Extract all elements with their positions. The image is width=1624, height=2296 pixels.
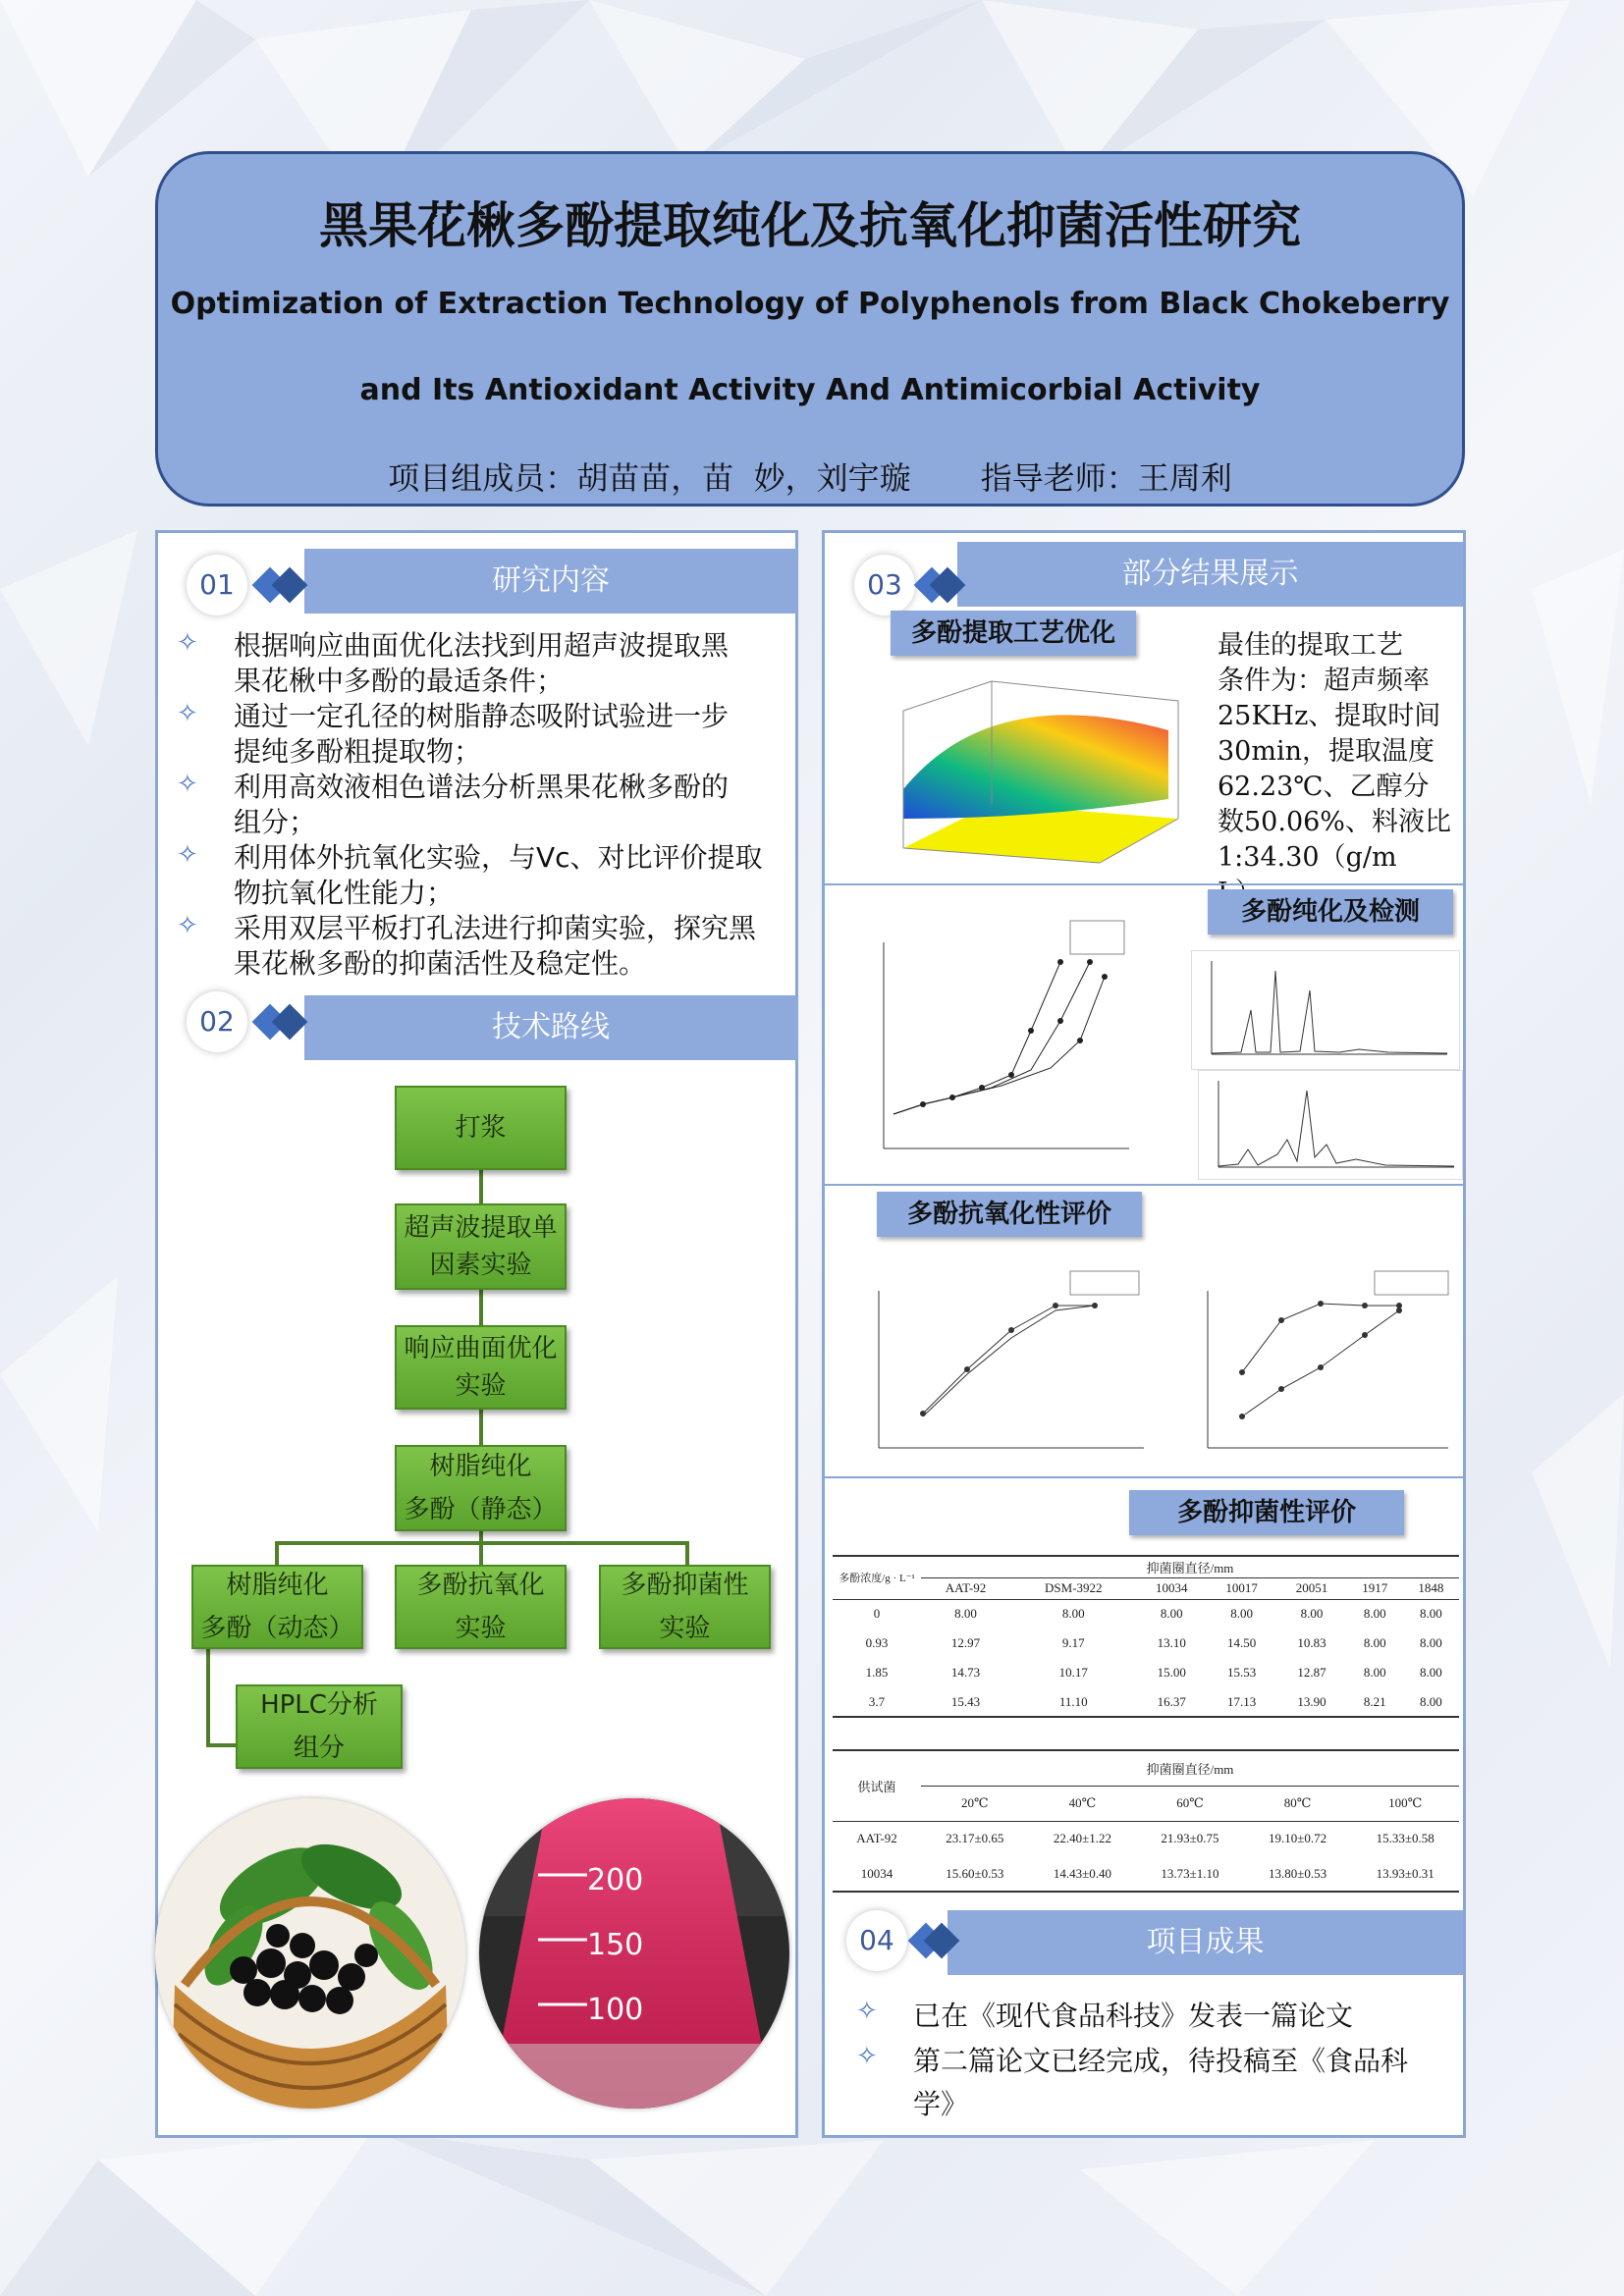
section-number-03: 03 [854, 555, 915, 615]
flask-mark-100: 100 [587, 1993, 644, 2027]
hplc-chromatogram-1 [1191, 950, 1460, 1070]
inhibition-table-concentration: 多酚浓度/g · L⁻¹ 抑菌圈直径/mm AAT-92 DSM-3922 10034 10017 20051 1917 1848 0 8.00 8.00 8.00 8.00 8.00 8.00 8.00 0.93 12.97 9.17 13.10 14.50 10.83 8.00 8.00 1.85 14.73 10.17 15.00 15.53 12.87 8.00 8.00 3.7 15.43 11.10 16.37 17.13 13.90 8.21 8.00 [833, 1555, 1459, 1732]
list-item: ✧ 已在《现代食品科技》发表一篇论文 [856, 1997, 1354, 2032]
sparkle-icon: ✧ [177, 840, 198, 870]
english-title-line1: Optimization of Extraction Technology of Polyphenols from Black Chokeberry [170, 287, 1450, 321]
sparkle-icon: ✧ [856, 1997, 878, 2026]
flow-step-rsm: 响应曲面优化 实验 [395, 1325, 567, 1410]
section-number-01: 01 [187, 555, 247, 615]
ribbon-antioxidant: 多酚抗氧化性评价 [877, 1192, 1142, 1237]
flask-mark-200: 200 [587, 1863, 644, 1897]
flow-connector [479, 1410, 483, 1445]
adsorption-curve-figure [835, 903, 1139, 1178]
sparkle-icon: ✧ [177, 911, 198, 940]
list-item: ✧ 根据响应曲面优化法找到用超声波提取黑 果花楸中多酚的最适条件； [177, 628, 730, 697]
inhibition-table-temperature: 供试菌 抑菌圈直径/mm 20℃ 40℃ 60℃ 80℃ 100℃ AAT-92 23.17±0.65 22.40±1.22 21.93±0.75 19.10±0.72 15.33±0.58 10034 15.60±0.53 14.43±0.40 13.73±1.10 13.80±0.53 13.93±0.31 [833, 1749, 1459, 1896]
ribbon-purification: 多酚纯化及检测 [1208, 889, 1453, 934]
flow-connector [479, 1170, 483, 1203]
english-title-line2: and Its Antioxidant Activity And Antimicorbial Activity [359, 373, 1261, 407]
flow-step-ultrasonic: 超声波提取单 因素实验 [395, 1203, 567, 1290]
flow-step-pulping: 打浆 [395, 1086, 567, 1170]
hydroxyl-scavenging-chart [1173, 1261, 1458, 1468]
members-line: 项目组成员：胡苗苗，苗 妙，刘宇璇 指导老师：王周利 [388, 459, 1232, 497]
divider [825, 1476, 1463, 1478]
ribbon-antibacterial: 多酚抑菌性评价 [1129, 1490, 1404, 1535]
flow-connector [479, 1531, 483, 1565]
flow-connector [275, 1541, 689, 1545]
section-title-results: 部分结果展示 [957, 542, 1463, 607]
flask-mark-150: 150 [587, 1928, 644, 1962]
chokeberry-basket-photo [155, 1798, 465, 2109]
sparkle-icon: ✧ [177, 628, 198, 658]
flow-step-hplc: HPLC分析 组分 [236, 1684, 403, 1769]
flow-step-dynamic-resin: 树脂纯化 多酚（动态） [191, 1565, 363, 1649]
ribbon-extraction: 多酚提取工艺优化 [891, 611, 1136, 656]
dpph-scavenging-chart [849, 1261, 1159, 1468]
section-title-research: 研究内容 [304, 549, 797, 614]
response-surface-figure [844, 671, 1208, 878]
hplc-chromatogram-2 [1198, 1070, 1463, 1180]
list-item: ✧ 利用高效液相色谱法分析黑果花楸多酚的 组分； [177, 770, 730, 838]
flow-connector [206, 1649, 210, 1747]
sparkle-icon: ✧ [177, 770, 198, 799]
flow-connector [206, 1743, 236, 1747]
flow-step-antioxidant: 多酚抗氧化 实验 [395, 1565, 567, 1649]
poster-title: 黑果花楸多酚提取纯化及抗氧化抑菌活性研究 [319, 197, 1301, 254]
sparkle-icon: ✧ [177, 699, 198, 728]
optimal-conditions: 最佳的提取工艺 条件为：超声频率 25KHz、提取时间 30min，提取温度 62.23℃、乙醇分 数50.06%、料液比 1:34.30（g/m [1218, 630, 1451, 873]
list-item: ✧ 采用双层平板打孔法进行抑菌实验，探究黑 果花楸多酚的抑菌活性及稳定性。 [177, 911, 757, 980]
flow-connector [275, 1541, 279, 1565]
list-item: ✧ 第二篇论文已经完成，待投稿至《食品科 学》 [856, 2042, 1409, 2120]
list-item: ✧ 通过一定孔径的树脂静态吸附试验进一步 提纯多酚粗提取物； [177, 699, 730, 768]
flow-connector [479, 1290, 483, 1325]
section-title-route: 技术路线 [304, 995, 797, 1060]
achievements-list [856, 1995, 1455, 2128]
section-number-04: 04 [846, 1910, 907, 1971]
list-item: ✧ 利用体外抗氧化实验，与Vc、对比评价提取 物抗氧化性能力； [177, 840, 763, 909]
flow-connector [685, 1541, 689, 1565]
divider [825, 883, 1463, 885]
section-number-02: 02 [187, 991, 247, 1052]
divider [825, 1184, 1463, 1186]
sparkle-icon: ✧ [856, 2042, 878, 2071]
flow-step-static-resin: 树脂纯化 多酚（静态） [395, 1445, 567, 1531]
section-title-achievements: 项目成果 [947, 1910, 1463, 1975]
research-list [177, 628, 785, 982]
flow-step-antibacterial: 多酚抑菌性 实验 [599, 1565, 771, 1649]
